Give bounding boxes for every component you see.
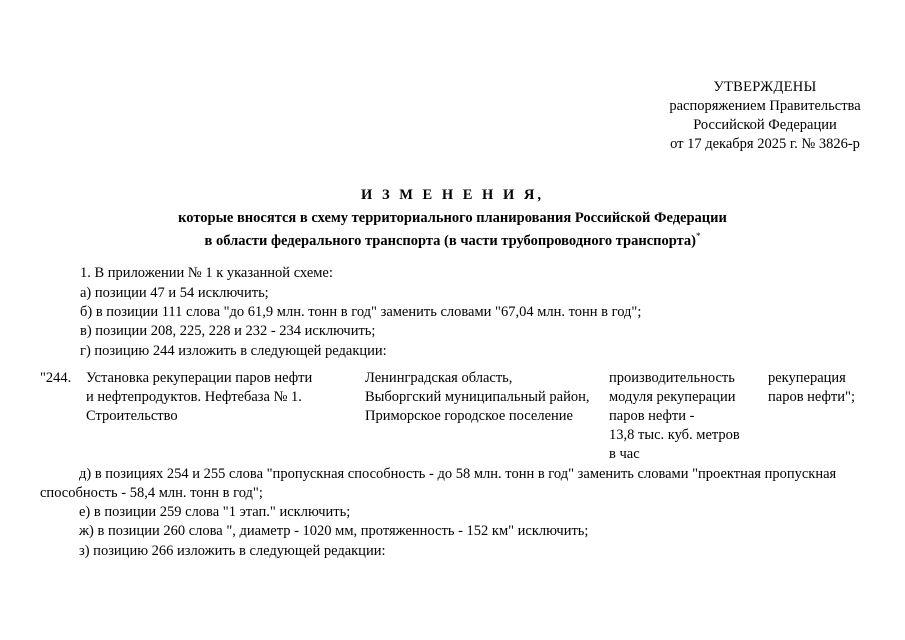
approval-line-1: распоряжением Правительства	[669, 98, 861, 114]
table-location-line: Приморское городское поселение	[365, 408, 573, 424]
table-characteristics	[609, 369, 740, 464]
item-b: б) в позиции 111 слова "до 61,9 млн. тонн в год" заменить словами "67,04 млн. тонн в год";	[80, 304, 642, 320]
approval-title: УТВЕРЖДЕНЫ	[713, 79, 817, 95]
item-a: а) позиции 47 и 54 исключить;	[80, 285, 269, 301]
table-location-line: Выборгский муниципальный район,	[365, 389, 590, 405]
table-characteristics-line: в час	[609, 446, 640, 462]
item-v: в) позиции 208, 225, 228 и 232 - 234 исключить;	[80, 323, 376, 339]
table-name	[86, 369, 312, 426]
subtitle-line-2	[0, 227, 905, 250]
item-d-line-2: способность - 58,4 млн. тонн в год";	[40, 485, 263, 501]
document-title: И З М Е Н Е Н И Я,	[361, 187, 544, 203]
table-location-line: Ленинградская область,	[365, 370, 513, 386]
subtitle-line-1: которые вносятся в схему территориального планирования Российской Федерации	[178, 210, 727, 226]
item-z: з) позицию 266 изложить в следующей редакции:	[79, 543, 386, 559]
approval-line-3: от 17 декабря 2025 г. № 3826-р	[670, 136, 860, 152]
table-name-line: Установка рекуперации паров нефти	[86, 370, 313, 386]
footnote-mark: *	[696, 231, 701, 241]
table-name-line: и нефтепродуктов. Нефтебаза № 1.	[86, 389, 302, 405]
table-purpose-line: рекуперация	[768, 370, 846, 386]
item-d-line-1: д) в позициях 254 и 255 слова "пропускная способность - до 58 млн. тонн в год" заменить словами "проектная пропускная	[79, 466, 837, 482]
subtitle-line-2-text: в области федерального транспорта (в части трубопроводного транспорта)	[204, 232, 697, 249]
table-characteristics-line: 13,8 тыс. куб. метров	[609, 427, 740, 443]
item-1: 1. В приложении № 1 к указанной схеме:	[80, 265, 333, 281]
item-g: г) позицию 244 изложить в следующей редакции:	[80, 343, 387, 359]
table-characteristics-line: производительность	[609, 370, 735, 386]
approval-line-2: Российской Федерации	[693, 117, 837, 133]
item-e: е) в позиции 259 слова "1 этап." исключить;	[79, 504, 351, 520]
table-name-line: Строительство	[86, 408, 178, 424]
item-zh: ж) в позиции 260 слова ", диаметр - 1020 мм, протяженность - 152 км" исключить;	[79, 523, 589, 539]
table-purpose-line: паров нефти";	[768, 389, 855, 405]
table-location	[365, 369, 589, 426]
table-characteristics-line: модуля рекуперации	[609, 389, 736, 405]
document-subtitle	[0, 209, 905, 250]
table-purpose	[768, 369, 855, 407]
table-number: "244.	[40, 370, 72, 386]
approval-stamp	[640, 78, 890, 154]
table-characteristics-line: паров нефти -	[609, 408, 695, 424]
